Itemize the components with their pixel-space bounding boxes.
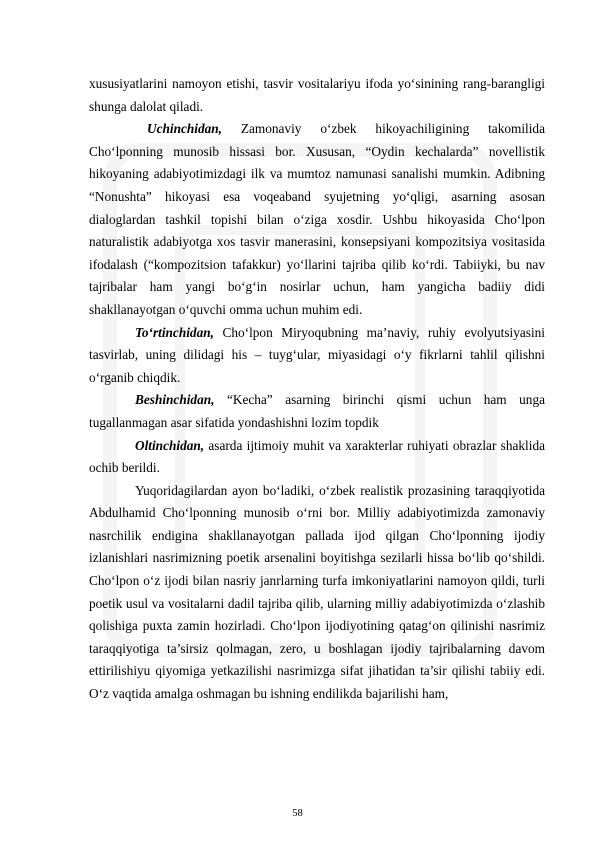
paragraph-text: “Kecha” asarning birinchi qismi uchun ham unga tugallanmagan asar sifatida yondashishni lozim topdik bbox=[89, 392, 545, 430]
paragraph-text: Yuqoridagilardan ayon bo‘ladiki, o‘zbek realistik prozasining taraqqiyotida Abdulhamid Cho‘lponning munosib o‘rni bor. Milliy adabiyotimizda zamonaviy nasrchilik endigina shakllanayotgan pallada ijod qilgan Cho‘lponning ijodiy izlanishlari nasrimizning poetik arsenalini boyitishga sezilarli hissa bo‘lib qo‘shildi. Cho‘lpon o‘z ijodi bilan nasriy janrlarning turfa imkoniyatlarini namoyon qildi, turli poetik usul va vositalarni dadil tajriba qilib, ularning milliy adabiyotimizda o‘zlashib qolishiga puxta zamin hozirladi. Cho‘lpon ijodiyotining qatag‘on qilinishi nasrimiz taraqqiyotiga ta’sirsiz qolmagan, zero, u boshlagan ijodiy tajribalarning davom ettirilishiyu qiyomiga yetkazilishi nasrimizga sifat jihatidan ta’sir qilishi tabiiy edi. O‘z vaqtida amalga oshmagan bu ishning endilikda bajarilishi ham, bbox=[89, 482, 545, 702]
paragraph-text: Cho‘lpon Miryoqubning ma’naviy, ruhiy evolyutsiyasini tasvirlab, uning dilidagi his – tuyg‘ular, miyasidagi o‘y fikrlarni tahlil qilishni o‘rganib chiqdik. bbox=[89, 324, 545, 385]
paragraph-5 bbox=[89, 435, 545, 480]
paragraph-1 bbox=[89, 73, 545, 118]
page-number: 58 bbox=[292, 808, 303, 819]
paragraph-lead: Oltinchidan, bbox=[135, 437, 205, 453]
paragraph-text: asarda ijtimoiy muhit va xarakterlar ruhiyati obrazlar shaklida ochib berildi. bbox=[89, 437, 545, 476]
paragraph-lead: To‘rtinchidan, bbox=[135, 324, 214, 340]
paragraph-text: Zamonaviy o‘zbek hikoyachiligining takomilida Cho‘lponning munosib hissasi bor. Xususan, “Oydin kechalarda” novellistik hikoyaning adabiyotimizdagi ilk va mumtoz namunasi sanalishi mumkin. Adibning “Nonushta” hikoyasi esa voqeaband syujetning yo‘qligi, asarning asosan dialoglardan tashkil topishi bilan o‘ziga xosdir. Ushbu hikoyasida Cho‘lpon naturalistik adabiyotga xos tasvir manerasini, konsepsiyani kompozitsiya vositasida ifodalash (“kompozitsion tafakkur) yo‘llarini tajriba qilib ko‘rdi. Tabiiyki, bu nav tajribalar ham yangi bo‘g‘in nosirlar uchun, ham yangicha badiiy didi shakllanayotgan o‘quvchi omma uchun muhim edi. bbox=[89, 121, 545, 317]
paragraph-2 bbox=[89, 118, 545, 321]
paragraph-6 bbox=[89, 480, 545, 706]
paragraph-lead: Uchinchidan, bbox=[147, 121, 222, 137]
paragraph-4 bbox=[89, 389, 545, 434]
body-text bbox=[89, 73, 545, 706]
paragraph-lead: Beshinchidan, bbox=[135, 392, 215, 408]
paragraph-text: xususiyatlarini namoyon etishi, tasvir vositalariyu ifoda yo‘sinining rang-barangligi shunga dalolat qiladi. bbox=[89, 76, 545, 114]
paragraph-3 bbox=[89, 322, 545, 390]
